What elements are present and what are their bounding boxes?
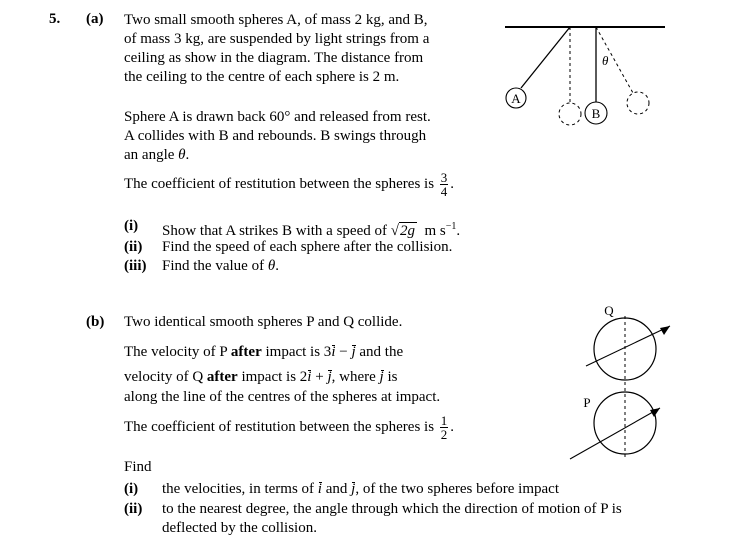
velocity-q-line: velocity of Q after impact is 2i + j, where j is — [124, 369, 398, 385]
part-b-restitution: The coefficient of restitution between the spheres is $\frac{1}{2}$ . — [124, 413, 455, 443]
intro-line: ceiling as show in the diagram. The distance from — [124, 50, 424, 66]
sqrt-2g: 2g — [399, 223, 415, 239]
theta-symbol: θ — [178, 147, 186, 163]
part-b-intro: Two identical smooth spheres P and Q collide. — [124, 314, 403, 330]
velocity-q-arrowhead — [660, 326, 670, 335]
sphere-p-label: P — [583, 395, 591, 410]
sphere-rest-dashed — [559, 103, 581, 125]
sub-i-label: (i) — [124, 218, 139, 234]
restitution-fraction: $\frac{1}{2}$ — [440, 413, 448, 443]
release-line: Sphere A is drawn back 60° and released from rest. — [124, 109, 431, 125]
part-b-label: (b) — [86, 314, 105, 330]
intro-line: Two small smooth spheres A, of mass 2 kg, and B, — [124, 12, 428, 28]
intro-line: of mass 3 kg, are suspended by light strings from a — [124, 31, 430, 47]
release-line: A collides with B and rebounds. B swings through — [124, 128, 427, 144]
part-a-restitution: The coefficient of restitution between the spheres is $\frac{3}{4}$ . — [124, 170, 455, 200]
intro-line: the ceiling to the centre of each sphere is 2 m. — [124, 69, 400, 85]
sub-iii-label: (iii) — [124, 258, 147, 274]
sphere-q-label: Q — [604, 303, 614, 318]
b-sub-ii-line1: to the nearest degree, the angle through which the direction of motion of P is — [162, 501, 622, 517]
part-a-label: (a) — [86, 11, 104, 27]
sphere-b-label: B — [591, 106, 601, 121]
theta-label: θ — [602, 53, 609, 68]
sphere-swung-dashed — [627, 92, 649, 114]
velocity-p-arrow — [570, 408, 660, 459]
b-sub-ii-label: (ii) — [124, 501, 143, 517]
sub-ii-text: Find the speed of each sphere after the collision. — [162, 239, 453, 255]
b-sub-i-label: (i) — [124, 481, 139, 497]
line-of-centres-text: along the line of the centres of the spheres at impact. — [124, 389, 441, 405]
question-number: 5. — [49, 11, 61, 27]
b-sub-ii-line2: deflected by the collision. — [162, 520, 317, 536]
string-a — [521, 27, 570, 88]
sphere-a-label: A — [511, 91, 521, 106]
find-label: Find — [124, 459, 152, 475]
sub-iii-text: Find the value of θ. — [162, 258, 279, 274]
restitution-fraction: $\frac{3}{4}$ — [440, 170, 448, 200]
pendulum-diagram — [500, 20, 675, 135]
collision-diagram — [560, 298, 690, 468]
velocity-p-line: The velocity of P after impact is 3i − j and the — [124, 344, 404, 360]
sub-i-text: Show that A strikes B with a speed of √2g m $s^{-1}$. — [162, 221, 461, 239]
release-line: an angle θ. — [124, 147, 190, 163]
sub-ii-label: (ii) — [124, 239, 143, 255]
b-sub-i-text: the velocities, in terms of i and j, of the two spheres before impact — [162, 481, 559, 497]
